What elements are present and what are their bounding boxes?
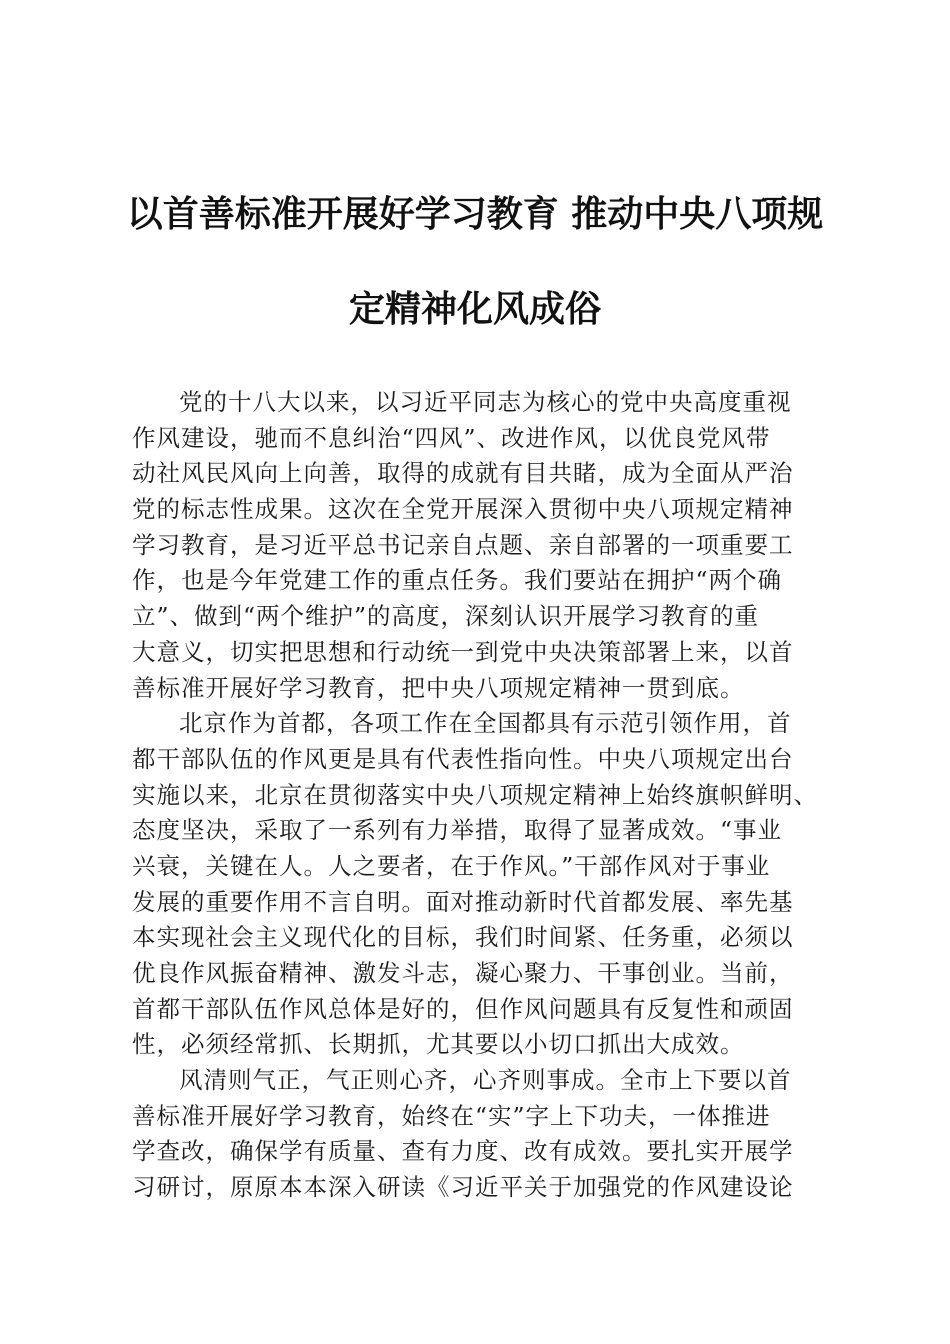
- document-body: [132, 385, 832, 1206]
- paragraph-2-line: 发展的重要作用不言自明。面对推动新时代首都发展、率先基: [132, 887, 794, 916]
- document-title-line-2: 定精神化风成俗: [348, 289, 601, 330]
- paragraph-3-line: 习研讨，原原本本深入研读《习近平关于加强党的作风建设论: [132, 1173, 794, 1202]
- paragraph-1-line: 动社风民风向上向善，取得的成就有目共睹，成为全面从严治: [132, 459, 794, 488]
- paragraph-1-line: 作，也是今年党建工作的重点任务。我们要站在拥护“两个确: [132, 566, 783, 595]
- paragraph-1-line: 立”、做到“两个维护”的高度，深刻认识开展学习教育的重: [132, 602, 760, 631]
- paragraph-1-line: 作风建设，驰而不息纠治“四风”、改进作风，以优良党风带: [132, 423, 771, 452]
- paragraph-2-line: 首都干部队伍作风总体是好的，但作风问题具有反复性和顽固: [132, 994, 794, 1023]
- paragraph-2-line: 本实现社会主义现代化的目标，我们时间紧、任务重，必须以: [132, 923, 794, 952]
- paragraph-1-line: 党的标志性成果。这次在全党开展深入贯彻中央八项规定精神: [132, 495, 794, 524]
- paragraph-2-line: 兴衰，关键在人。人之要者，在于作风。”干部作风对于事业: [132, 851, 771, 880]
- paragraph-2-line: 性，必须经常抓、长期抓，尤其要以小切口抓出大成效。: [132, 1030, 745, 1059]
- paragraph-2-line: 北京作为首都，各项工作在全国都具有示范引领作用，首: [179, 709, 792, 738]
- paragraph-1-line: 党的十八大以来，以习近平同志为核心的党中央高度重视: [179, 388, 792, 416]
- paragraph-3-line: 风清则气正，气正则心齐，心齐则事成。全市上下要以首: [179, 1066, 792, 1095]
- paragraph-2-line: 实施以来，北京在贯彻落实中央八项规定精神上始终旗帜鲜明、: [132, 780, 818, 809]
- paragraph-1-line: 大意义，切实把思想和行动统一到党中央决策部署上来，以首: [132, 637, 794, 666]
- paragraph-2-line: 态度坚决，采取了一系列有力举措，取得了显著成效。“事业: [132, 816, 783, 845]
- paragraph-2-line: 优良作风振奋精神、激发斗志，凝心聚力、干事创业。当前，: [132, 959, 794, 987]
- paragraph-1-line: 善标准开展好学习教育，把中央八项规定精神一贯到底。: [132, 673, 745, 702]
- paragraph-1-line: 学习教育，是习近平总书记亲自点题、亲自部署的一项重要工: [132, 530, 794, 559]
- paragraph-3-line: 学查改，确保学有质量、查有力度、改有成效。要扎实开展学: [132, 1137, 794, 1166]
- document-title-line-1: 以首善标准开展好学习教育 推动中央八项规: [126, 194, 824, 235]
- paragraph-3-line: 善标准开展好学习教育，始终在“实”字上下功夫，一体推进: [132, 1101, 771, 1130]
- paragraph-2-line: 都干部队伍的作风更是具有代表性指向性。中央八项规定出台: [132, 744, 794, 773]
